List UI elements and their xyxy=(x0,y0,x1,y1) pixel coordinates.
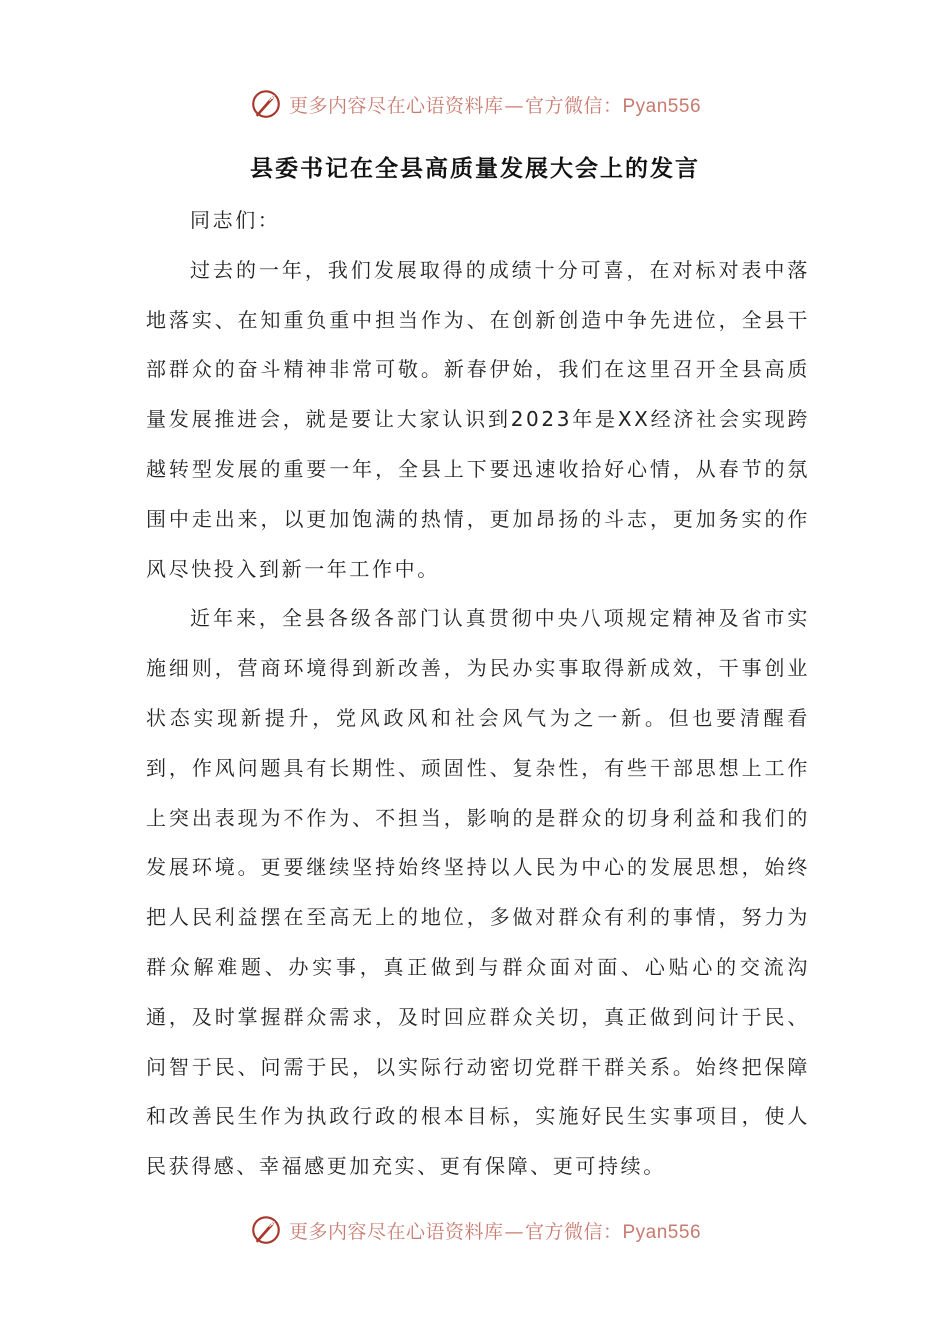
paragraph-2: 近年来，全县各级各部门认真贯彻中央八项规定精神及省市实施细则，营商环境得到新改善，为民办实事取得新成效，干事创业状态实现新提升，党风政风和社会风气为之一新。但也要清醒看到，作风问题具有长期性、顽固性、复杂性，有些干部思想上工作上突出表现为不作为、不担当，影响的是群众的切身利益和我们的发展环境。更要继续坚持始终坚持以人民为中心的发展思想，始终把人民利益摆在至高无上的地位，多做对群众有利的事情，努力为群众解难题、办实事，真正做到与群众面对面、心贴心的交流沟通，及时掌握群众需求，及时回应群众关切，真正做到问计于民、问智于民、问需于民，以实际行动密切党群干群关系。始终把保障和改善民生作为执政行政的根本目标，实施好民生实事项目，使人民获得感、幸福感更加充实、更有保障、更可持续。 xyxy=(146,606,810,1179)
document-body xyxy=(146,196,810,1192)
paragraph-1: 过去的一年，我们发展取得的成绩十分可喜，在对标对表中落地落实、在知重负重中担当作为、在创新创造中争先进位，全县干部群众的奋斗精神非常可敬。新春伊始，我们在这里召开全县高质量发展推进会，就是要让大家认识到2023年是XX经济社会实现跨越转型发展的重要一年，全县上下要迅速收拾好心情，从春节的氛围中走出来，以更加饱满的热情，更加昂扬的斗志，更加务实的作风尽快投入到新一年工作中。 xyxy=(146,257,810,581)
banner-wechat-label: 官方微信： xyxy=(524,94,623,117)
header-banner xyxy=(0,84,950,124)
pen-nib-logo-icon xyxy=(249,87,283,121)
banner-site-name: 更多内容尽在心语资料库 xyxy=(288,94,504,117)
salutation: 同志们： xyxy=(190,208,281,232)
banner-wechat-id: Pyan556 xyxy=(622,1221,702,1243)
banner-wechat-label: 官方微信： xyxy=(524,1220,623,1243)
banner-text xyxy=(289,1217,701,1244)
banner-site-name: 更多内容尽在心语资料库 xyxy=(288,1220,504,1243)
banner-separator: — xyxy=(504,1220,524,1243)
pen-nib-logo-icon xyxy=(249,1213,283,1247)
banner-wechat-id: Pyan556 xyxy=(622,95,702,117)
footer-banner xyxy=(0,1210,950,1250)
banner-text xyxy=(289,91,701,118)
banner-separator: — xyxy=(504,94,524,117)
document-title: 县委书记在全县高质量发展大会上的发言 xyxy=(250,156,700,182)
